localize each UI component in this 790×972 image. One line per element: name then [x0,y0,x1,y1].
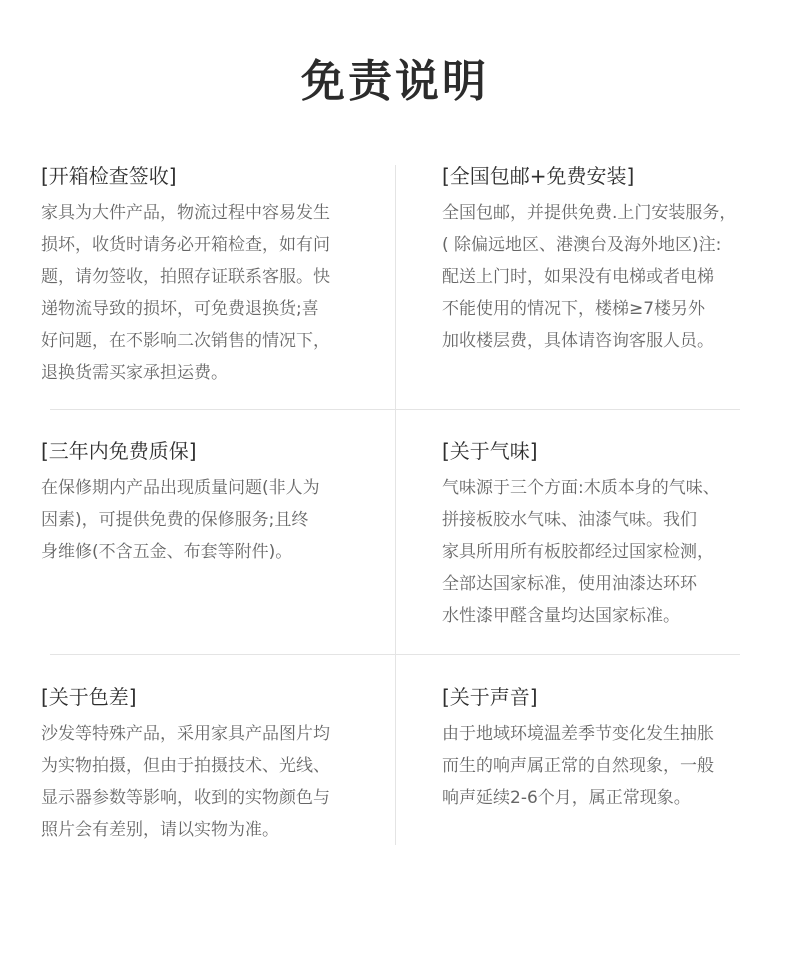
section-title: [关于色差] [41,685,137,709]
section-body [41,718,359,846]
body-line: ( 除偏远地区、港澳台及海外地区)注: [442,235,722,255]
body-line: 而生的响声属正常的自然现象，一般 [442,756,714,776]
body-line: 全部达国家标准，使用油漆达环环 [442,574,697,594]
horizontal-divider [50,409,740,410]
section-title: [全国包邮+免费安装] [442,164,635,188]
section-unboxing-inspection [41,161,359,389]
section-about-color-difference [41,682,359,846]
body-line: 题，请勿签收，拍照存证联系客服。快 [41,267,330,287]
body-line: 家具为大件产品，物流过程中容易发生 [41,203,330,223]
body-line: 沙发等特殊产品，采用家具产品图片均 [41,724,330,744]
body-line: 全国包邮，并提供免费.上门安装服务， [442,203,737,223]
body-line: 退换货需买家承担运费。 [41,363,228,383]
body-line: 照片会有差别，请以实物为准。 [41,820,279,840]
section-warranty [41,436,359,568]
body-line: 加收楼层费，具体请咨询客服人员。 [442,331,714,351]
section-free-shipping-installation [442,161,760,357]
body-line: 好问题，在不影响二次销售的情况下， [41,331,330,351]
body-line: 气味源于三个方面:木质本身的气味、 [442,478,720,498]
body-line: 配送上门时，如果没有电梯或者电梯 [442,267,714,287]
section-about-sound [442,682,760,814]
body-line: 由于地域环境温差季节变化发生抽胀 [442,724,714,744]
section-body [442,718,760,814]
section-body [41,472,359,568]
section-body [442,197,760,357]
body-line: 因素)，可提供免费的保修服务;且终 [41,510,309,530]
body-line: 身维修(不含五金、布套等附件)。 [41,542,293,562]
section-title: [开箱检查签收] [41,164,177,188]
body-line: 递物流导致的损坏，可免费退换货;喜 [41,299,319,319]
body-line: 在保修期内产品出现质量问题(非人为 [41,478,320,498]
section-body [41,197,359,389]
body-line: 家具所用所有板胶都经过国家检测， [442,542,714,562]
section-body [442,472,760,632]
body-line: 为实物拍摄，但由于拍摄技术、光线、 [41,756,330,776]
body-line: 不能使用的情况下，楼梯≥7楼另外 [442,299,706,319]
body-line: 水性漆甲醛含量均达国家标准。 [442,606,680,626]
body-line: 拼接板胶水气味、油漆气味。我们 [442,510,697,530]
section-title: [关于声音] [442,685,538,709]
body-line: 显示器参数等影响，收到的实物颜色与 [41,788,330,808]
section-about-odor [442,436,760,632]
page-title: 免责说明 [301,56,489,107]
section-title: [三年内免费质保] [41,439,197,463]
body-line: 损坏，收货时请务必开箱检查，如有问 [41,235,330,255]
vertical-divider [395,165,396,845]
section-title: [关于气味] [442,439,538,463]
body-line: 响声延续2-6个月，属正常现象。 [442,788,691,808]
horizontal-divider [50,654,740,655]
